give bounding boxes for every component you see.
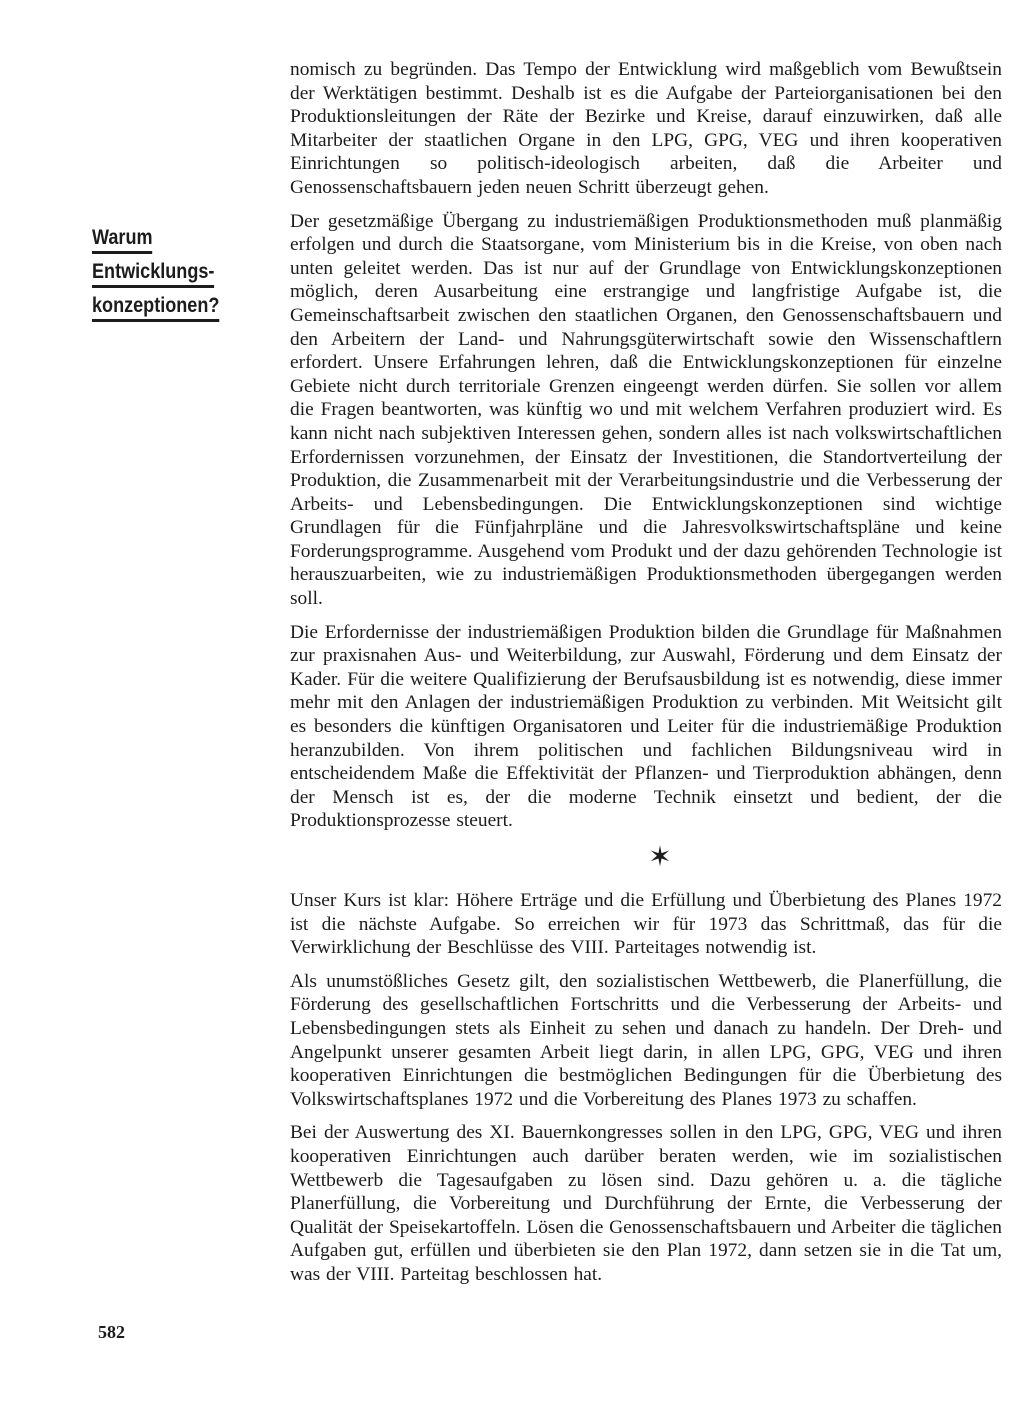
paragraph-continued: nomisch zu begründen. Das Tempo der Entwicklung wird maßgeblich vom Bewußtsein der Werktätigen bestimmt. Deshalb ist es die Aufgabe der Parteiorganisationen bei den Produktionsleitungen der Räte der Bezirke und Kreise, darauf einzuwirken, daß alle Mitarbeiter der staatlichen Organe in den LPG, GPG, VEG und ihren kooperativen Einrichtungen so politisch-ideologisch arbeiten, daß die Arbeiter und Genossenschaftsbauern jeden neuen Schritt überzeugt gehen. (290, 59, 1002, 198)
paragraph: Der gesetzmäßige Übergang zu industriemäßigen Produktionsmethoden muß planmäßig erfolgen und durch die Staatsorgane, vom Ministerium bis in die Kreise, von oben nach unten geleitet werden. Das ist nur auf der Grundlage von Entwicklungskonzeptionen möglich, deren Ausarbeitung eine erstrangige und langfristige Aufgabe ist, die Gemeinschaftsarbeit zwischen den staatlichen Organen, den Genossenschaftsbauern und den Arbeitern der Land- und Nahrungsgüterwirtschaft sowie den Wissenschaftlern erfordert. Unsere Erfahrungen lehren, daß die Entwicklungskonzeptionen für einzelne Gebiete nicht durch territoriale Grenzen eingeengt werden dürfen. Sie sollen vor allem die Fragen beantworten, was künftig wo und mit welchem Verfahren produziert wird. Es kann nicht nach subjektiven Interessen gehen, sondern alles ist nach volkswirtschaftlichen Erfordernissen vorzunehmen, der Einsatz der Investitionen, die Standortverteilung der Produktion, die Zusammenarbeit mit der Verarbeitungsindustrie und die Verbesserung der Arbeits- und Lebensbedingungen. Die Entwicklungskonzeptionen sind wichtige Grundlagen für die Fünfjahrpläne und die Jahresvolkswirtschaftspläne und keine Forderungsprogramme. Ausgehend vom Produkt und der dazu gehörenden Technologie ist herauszuarbeiten, wie zu industriemäßigen Produktionsmethoden übergegangen werden soll. (290, 210, 1002, 610)
margin-heading (92, 226, 272, 328)
section-separator-star-icon: ✶ (648, 842, 672, 873)
page-number: 582 (98, 1322, 125, 1342)
paragraph: Unser Kurs ist klar: Höhere Erträge und die Erfüllung und Überbietung des Planes 1972 ist die nächste Aufgabe. So erreichen wir für 1973 das Schrittmaß, das für die Verwirklichung der Beschlüsse des VIII. Parteitages notwendig ist. (290, 890, 1002, 959)
paragraph: Die Erfordernisse der industriemäßigen Produktion bilden die Grundlage für Maßnahmen zur praxisnahen Aus- und Weiterbildung, zur Auswahl, Förderung und dem Einsatz der Kader. Für die weitere Qualifizierung der Berufsausbildung ist es notwendig, diese immer mehr mit den Anlagen der industriemäßigen Produktion zu verbinden. Mit Weitsicht gilt es besonders die künftigen Organisatoren und Leiter für die industriemäßige Produktion heranzubilden. Von ihrem politischen und fachlichen Bildungsniveau wird in entscheidendem Maße die Effektivität der Pflanzen- und Tierproduktion abhängen, denn der Mensch ist es, der die moderne Technik einsetzt und bedient, der die Produktionsprozesse steuert. (290, 621, 1002, 832)
paragraph: Bei der Auswertung des XI. Bauernkongresses sollen in den LPG, GPG, VEG und ihren kooperativen Einrichtungen auch darüber beraten werden, wie im sozialistischen Wettbewerb die Tagesaufgaben zu lösen sind. Dazu gehören u. a. die tägliche Planerfüllung, die Vorbereitung und Durchführung der Ernte, die Verbesserung der Qualität der Speisekartoffeln. Lösen die Genossenschaftsbauern und Arbeiter die täglichen Aufgaben gut, erfüllen und überbieten sie den Plan 1972, dann setzen sie in die Tat um, was der VIII. Parteitag beschlossen hat. (290, 1122, 1002, 1285)
body-text (290, 58, 1002, 1297)
paragraph: Als unumstößliches Gesetz gilt, den sozialistischen Wettbewerb, die Planerfüllung, die Förderung des gesellschaftlichen Fortschritts und die Verbesserung der Arbeits- und Lebensbedingungen stets als Einheit zu sehen und danach zu handeln. Der Dreh- und Angelpunkt unserer gesamten Arbeit liegt darin, in allen LPG, GPG, VEG und ihren kooperativen Einrichtungen die bestmöglichen Bedingungen für die Überbietung des Volkswirtschaftsplanes 1972 und die Vorbereitung des Planes 1973 zu schaffen. (290, 970, 1002, 1110)
margin-heading-line-2: Entwicklungs- (92, 260, 214, 288)
margin-heading-line-3: konzeptionen? (92, 294, 219, 322)
margin-heading-line-1: Warum (92, 226, 153, 254)
